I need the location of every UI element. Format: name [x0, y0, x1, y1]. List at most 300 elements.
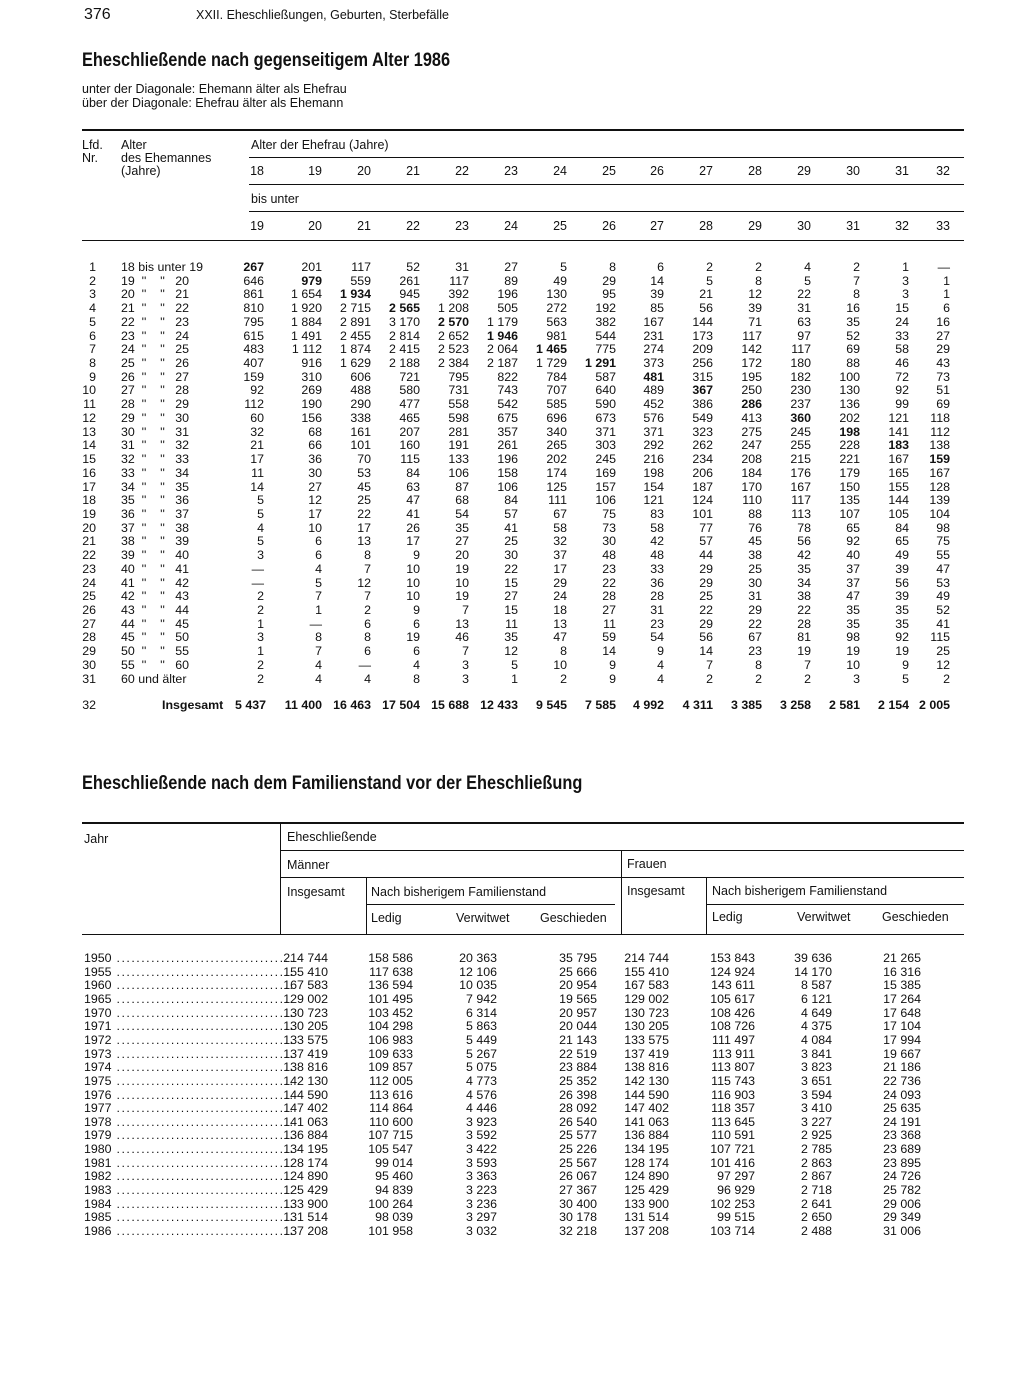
head-bisheriger-f: Nach bisherigem Familienstand: [712, 884, 888, 898]
year-label: [84, 1155, 295, 1171]
table-row: [0, 979, 1024, 993]
table-cell: 2: [257, 589, 264, 604]
table-cell: 161: [350, 424, 371, 439]
head-bis-unter: bis unter: [251, 192, 299, 206]
head-maenner: Männer: [287, 858, 330, 872]
table-cell: 822: [497, 369, 518, 384]
table-row: [0, 1170, 1024, 1184]
table-cell: 234: [692, 452, 713, 467]
table-row: [0, 302, 1024, 316]
table-cell: 43: [936, 356, 950, 371]
table-cell: 269: [301, 383, 322, 398]
table-cell: 136 594: [368, 978, 413, 993]
table-cell: 124 890: [283, 1169, 328, 1184]
row-number: 12: [82, 410, 96, 425]
table-cell: 3 297: [465, 1210, 497, 1225]
table-cell: 14: [699, 644, 713, 659]
table-cell: 2: [257, 671, 264, 686]
table-cell: 7: [315, 644, 322, 659]
table-cell: 1: [257, 644, 264, 659]
year-value: 1983: [84, 1183, 112, 1198]
table-cell: 407: [243, 356, 264, 371]
table-cell: 141 063: [283, 1114, 328, 1129]
table-cell: 104 298: [368, 1019, 413, 1034]
table-cell: 17: [406, 534, 420, 549]
table-cell: 54: [455, 506, 469, 521]
t2-vline-2: [366, 878, 367, 935]
table-cell: 10: [553, 657, 567, 672]
table-cell: 115: [930, 630, 950, 645]
table-cell: 267: [243, 260, 264, 274]
table-cell: 250: [741, 383, 762, 398]
row-age-label: 28 '' '' 29: [121, 397, 190, 412]
to-age-23: 23: [455, 219, 469, 233]
table-cell: 2: [943, 671, 950, 686]
table-cell: 3 923: [465, 1114, 497, 1129]
table-cell: 139: [929, 493, 950, 508]
leader-dots: ....................................: [111, 1224, 295, 1238]
table-cell: 22: [699, 603, 713, 617]
table-cell: 558: [448, 397, 469, 412]
table-cell: 19: [455, 589, 469, 604]
table-cell: 52: [846, 328, 860, 343]
table-cell: 38: [748, 548, 762, 563]
row-number: 31: [82, 671, 96, 686]
table-cell: 2 064: [486, 342, 518, 357]
table-cell: 2 867: [800, 1169, 832, 1184]
table-cell: 17: [250, 452, 264, 467]
leader-dots: ....................................: [111, 1073, 295, 1088]
table-row: [0, 1034, 1024, 1048]
year-label: [84, 1142, 295, 1157]
table-row: [0, 1143, 1024, 1157]
table-cell: 102 253: [710, 1196, 755, 1211]
table-cell: 128 174: [283, 1155, 328, 1170]
row-number: 25: [82, 589, 96, 604]
table-row: [0, 1089, 1024, 1103]
table-cell: 32 218: [559, 1224, 597, 1238]
table-row: [0, 535, 1024, 549]
table-cell: 54: [650, 630, 664, 645]
table-cell: 115: [400, 452, 420, 467]
table-cell: 46: [895, 356, 909, 371]
table-row: [0, 590, 1024, 604]
table-cell: 23 689: [883, 1142, 921, 1157]
t2-vline-3: [621, 851, 622, 935]
table-cell: 153 843: [710, 951, 755, 965]
table-cell: 274: [643, 342, 664, 357]
table-row: [0, 577, 1024, 591]
head-insgesamt-m: Insgesamt: [287, 885, 345, 899]
table-cell: 214 744: [624, 951, 669, 965]
leader-dots: ....................................: [111, 1169, 295, 1184]
from-age-25: 25: [602, 164, 616, 178]
table-cell: 53: [936, 575, 950, 590]
table-cell: 2: [364, 603, 371, 617]
table-cell: 99 014: [375, 1155, 413, 1170]
head-ledig-m: Ledig: [371, 911, 402, 925]
to-age-24: 24: [504, 219, 518, 233]
table-cell: 95: [602, 287, 616, 302]
from-age-24: 24: [553, 164, 567, 178]
table2-header-bottom-rule: [82, 934, 964, 935]
table-cell: 76: [748, 520, 762, 535]
head-ledig-f: Ledig: [712, 910, 743, 924]
table-cell: 28: [797, 616, 811, 631]
table-cell: 731: [448, 383, 469, 398]
row-number: 15: [82, 452, 96, 467]
year-value: 1971: [84, 1019, 112, 1034]
table-cell: 129 002: [624, 991, 669, 1006]
table-cell: 27: [308, 479, 322, 494]
table-cell: 265: [546, 438, 567, 453]
table-cell: 68: [308, 424, 322, 439]
table-cell: 9: [609, 671, 616, 686]
table1-top-rule: [82, 129, 964, 131]
table-cell: 144: [692, 314, 713, 329]
table-cell: 8: [315, 630, 322, 645]
table-cell: 147 402: [624, 1101, 669, 1116]
table-cell: 1 729: [535, 356, 567, 371]
table-cell: 247: [741, 438, 762, 453]
table-cell: 133 900: [283, 1196, 328, 1211]
table-cell: 31: [797, 301, 811, 316]
row-age-label: 43 '' '' 44: [121, 603, 190, 617]
row-number: 24: [82, 575, 96, 590]
table-cell: 183: [888, 438, 909, 453]
table-cell: 26 067: [559, 1169, 597, 1184]
row-age-label: 42 '' '' 43: [121, 589, 190, 604]
to-age-19: 19: [250, 219, 264, 233]
head-wife-age: Alter der Ehefrau (Jahre): [251, 138, 389, 152]
table-cell: 1 465: [535, 342, 567, 357]
table-cell: 11: [603, 616, 616, 631]
table-cell: 142 130: [283, 1073, 328, 1088]
table-cell: 1: [943, 287, 950, 302]
table-cell: 4: [657, 657, 664, 672]
table-cell: 25 226: [559, 1142, 597, 1157]
table-cell: 24 093: [883, 1087, 921, 1102]
table-cell: 5: [315, 575, 322, 590]
table-cell: 9: [413, 548, 420, 563]
table-cell: 255: [790, 438, 811, 453]
table-cell: 136: [839, 397, 860, 412]
table-cell: 1 946: [486, 328, 518, 343]
table-cell: 130 205: [283, 1019, 328, 1034]
table-cell: 108 426: [710, 1005, 755, 1020]
table-cell: 22 519: [559, 1046, 597, 1061]
table-cell: 33: [895, 328, 909, 343]
row-number: 13: [82, 424, 96, 439]
table-cell: 192: [595, 301, 616, 316]
row-age-label: 24 '' '' 25: [121, 342, 190, 357]
table-cell: 117: [791, 342, 811, 357]
row-age-label: 26 '' '' 27: [121, 369, 190, 384]
table-cell: 29: [602, 273, 616, 288]
table-cell: 24: [895, 314, 909, 329]
total-cell: 15 688: [431, 698, 469, 712]
table-cell: 7: [853, 273, 860, 288]
leader-dots: ....................................: [111, 1183, 295, 1198]
table-cell: 3 592: [465, 1128, 497, 1143]
head-eheschliessende: Eheschließende: [287, 830, 377, 844]
table-cell: 101 416: [710, 1155, 755, 1170]
row-number: 3: [89, 287, 96, 302]
table-cell: 89: [504, 273, 518, 288]
row-age-label: 25 '' '' 26: [121, 356, 190, 371]
table-cell: 28 092: [559, 1101, 597, 1116]
table-cell: 117: [791, 493, 811, 508]
table-cell: 14 170: [794, 964, 832, 979]
table-cell: 101: [350, 438, 371, 453]
table-cell: 3: [257, 548, 264, 563]
table-cell: 2 455: [339, 328, 371, 343]
table-cell: 134 195: [624, 1142, 669, 1157]
table-cell: 1: [315, 603, 322, 617]
table-cell: 101: [692, 506, 713, 521]
year-label: [84, 964, 295, 980]
table-cell: 2: [706, 260, 713, 274]
table-cell: 69: [936, 397, 950, 412]
table-cell: 3 651: [800, 1073, 832, 1088]
table-cell: 5: [706, 273, 713, 288]
table-cell: 128 174: [624, 1155, 669, 1170]
row-number: 5: [89, 314, 96, 329]
table-cell: 19: [797, 644, 811, 659]
table-cell: 84: [895, 520, 909, 535]
row-number: 17: [82, 479, 96, 494]
from-age-20: 20: [357, 164, 371, 178]
table-cell: 10: [308, 520, 322, 535]
table-cell: 28: [602, 589, 616, 604]
table-cell: 25: [936, 644, 950, 659]
table-cell: 56: [797, 534, 811, 549]
table-cell: 42: [797, 548, 811, 563]
table-cell: 125: [546, 479, 567, 494]
table-cell: 201: [301, 260, 322, 274]
year-value: 1975: [84, 1073, 112, 1088]
row-number: 21: [82, 534, 96, 549]
table-row: [0, 1198, 1024, 1212]
table-cell: 55: [936, 548, 950, 563]
table-cell: 25: [357, 493, 371, 508]
table-cell: 2 488: [800, 1224, 832, 1238]
table-row: [0, 1007, 1024, 1021]
table-cell: 29 349: [883, 1210, 921, 1225]
table-cell: 795: [243, 314, 264, 329]
to-age-31: 31: [846, 219, 860, 233]
table-cell: 230: [790, 383, 811, 398]
table-cell: 10: [406, 589, 420, 604]
table-cell: 261: [399, 273, 420, 288]
table-cell: 88: [748, 506, 762, 521]
table-cell: 125 429: [624, 1183, 669, 1198]
year-label: [84, 1073, 295, 1089]
table-row: [0, 412, 1024, 426]
year-label: [84, 1128, 295, 1143]
table-cell: 65: [846, 520, 860, 535]
table-cell: 4: [413, 657, 420, 672]
table-cell: 155: [888, 479, 909, 494]
table-cell: 106: [497, 479, 518, 494]
table-row: [0, 494, 1024, 508]
table-cell: 19: [846, 644, 860, 659]
table-cell: 6: [943, 301, 950, 316]
table-cell: 59: [602, 630, 616, 645]
table-cell: 1: [511, 671, 518, 686]
from-age-30: 30: [846, 164, 860, 178]
table-cell: 3: [853, 671, 860, 686]
table-cell: 15: [895, 301, 909, 316]
table-cell: 2 415: [388, 342, 420, 357]
table-row: [0, 398, 1024, 412]
table-cell: 92: [895, 383, 909, 398]
table-cell: 1: [257, 616, 264, 631]
table-cell: 29: [699, 561, 713, 576]
table-cell: 117: [449, 273, 469, 288]
table-cell: 57: [699, 534, 713, 549]
head-frauen: Frauen: [627, 857, 667, 871]
table-cell: 113 645: [711, 1114, 755, 1129]
table-cell: 85: [650, 301, 664, 316]
table-cell: 587: [595, 369, 616, 384]
table-cell: 39: [895, 589, 909, 604]
year-value: 1973: [84, 1046, 112, 1061]
table-cell: 116 903: [711, 1087, 755, 1102]
table-cell: 167: [643, 314, 664, 329]
table-cell: 6: [413, 616, 420, 631]
table-cell: 198: [839, 424, 860, 439]
table-cell: 21 186: [883, 1060, 921, 1075]
table-cell: 103 452: [368, 1005, 413, 1020]
table-cell: 172: [741, 356, 762, 371]
table-cell: 21: [699, 287, 713, 302]
table-cell: 386: [692, 397, 713, 412]
table-cell: 35: [797, 561, 811, 576]
table-cell: 2 652: [437, 328, 469, 343]
table-row: [0, 288, 1024, 302]
table-cell: 190: [301, 397, 322, 412]
table-cell: 32: [553, 534, 567, 549]
table-cell: —: [309, 616, 322, 631]
table-cell: 29: [699, 616, 713, 631]
row-number: 30: [82, 657, 96, 672]
year-label: [84, 1196, 295, 1212]
table-cell: 34: [797, 575, 811, 590]
year-label: [84, 1183, 295, 1198]
table-cell: 413: [741, 410, 762, 425]
table-cell: 261: [497, 438, 518, 453]
total-cell: 2 005: [918, 698, 950, 712]
row-age-label: 60 und älter: [121, 671, 187, 686]
year-value: 1978: [84, 1114, 112, 1129]
table-row: [0, 357, 1024, 371]
table-cell: 65: [895, 534, 909, 549]
table-cell: 92: [895, 630, 909, 645]
table-cell: 160: [399, 438, 420, 453]
table-cell: 31: [650, 603, 664, 617]
table-cell: 70: [357, 452, 371, 467]
table-cell: 340: [546, 424, 567, 439]
table-cell: 117: [742, 328, 762, 343]
from-age-27: 27: [699, 164, 713, 178]
table-cell: 231: [643, 328, 664, 343]
table-cell: 861: [243, 287, 264, 302]
page-number: 376: [84, 6, 111, 23]
table-cell: 20 957: [559, 1005, 597, 1020]
table-cell: 3 422: [465, 1142, 497, 1157]
table-cell: 35: [846, 616, 860, 631]
table-cell: 2: [804, 671, 811, 686]
table-cell: 182: [790, 369, 811, 384]
table-cell: 4 649: [800, 1005, 832, 1020]
to-age-27: 27: [650, 219, 664, 233]
table-cell: 99 515: [717, 1210, 755, 1225]
table-cell: 12 106: [459, 964, 497, 979]
table-cell: 12: [748, 287, 762, 302]
leader-dots: ....................................: [111, 1142, 295, 1157]
table-cell: 112: [244, 397, 264, 412]
table-cell: 8: [755, 657, 762, 672]
leader-dots: ....................................: [111, 1087, 295, 1102]
table-cell: 176: [790, 465, 811, 480]
total-cell: 4 311: [682, 698, 713, 712]
table-cell: 357: [497, 424, 518, 439]
table-cell: 150: [839, 479, 860, 494]
table-cell: 7: [804, 657, 811, 672]
table-row: [0, 1129, 1024, 1143]
year-label: [84, 1005, 295, 1021]
table-cell: —: [251, 575, 264, 590]
table-cell: 37: [846, 561, 860, 576]
table-cell: 19 667: [883, 1046, 921, 1061]
table-cell: 47: [553, 630, 567, 645]
row-age-label: 44 '' '' 45: [121, 616, 190, 631]
table-cell: 4: [804, 260, 811, 274]
table-cell: 198: [643, 465, 664, 480]
table-cell: 452: [643, 397, 664, 412]
table-cell: 2: [560, 671, 567, 686]
table-cell: 165: [888, 465, 909, 480]
table-cell: 170: [741, 479, 762, 494]
table-cell: 7: [462, 603, 469, 617]
chapter-title: XXII. Eheschließungen, Geburten, Sterbefälle: [196, 8, 449, 22]
head-alter: Alter: [121, 138, 147, 152]
table-cell: 179: [839, 465, 860, 480]
leader-dots: ....................................: [111, 1032, 295, 1047]
table-cell: 23 368: [883, 1128, 921, 1143]
year-value: 1960: [84, 978, 112, 993]
table-cell: 72: [895, 369, 909, 384]
table-row: [0, 952, 1024, 966]
table2-rule-3f: [706, 904, 964, 905]
table-cell: 107: [839, 506, 860, 521]
table-cell: 21 143: [559, 1032, 597, 1047]
year-label: [84, 1114, 295, 1130]
leader-dots: ....................................: [111, 1019, 295, 1034]
table-cell: 28: [650, 589, 664, 604]
table-cell: 110 591: [711, 1128, 755, 1143]
table-row: [0, 481, 1024, 495]
table-cell: 196: [497, 287, 518, 302]
table-row: [0, 371, 1024, 385]
row-age-label: 35 '' '' 36: [121, 493, 190, 508]
table-cell: —: [937, 260, 950, 274]
table-row: [0, 1157, 1024, 1171]
table-cell: 3 593: [465, 1155, 497, 1170]
row-age-label: 31 '' '' 32: [121, 438, 190, 453]
row-number: 2: [89, 273, 96, 288]
